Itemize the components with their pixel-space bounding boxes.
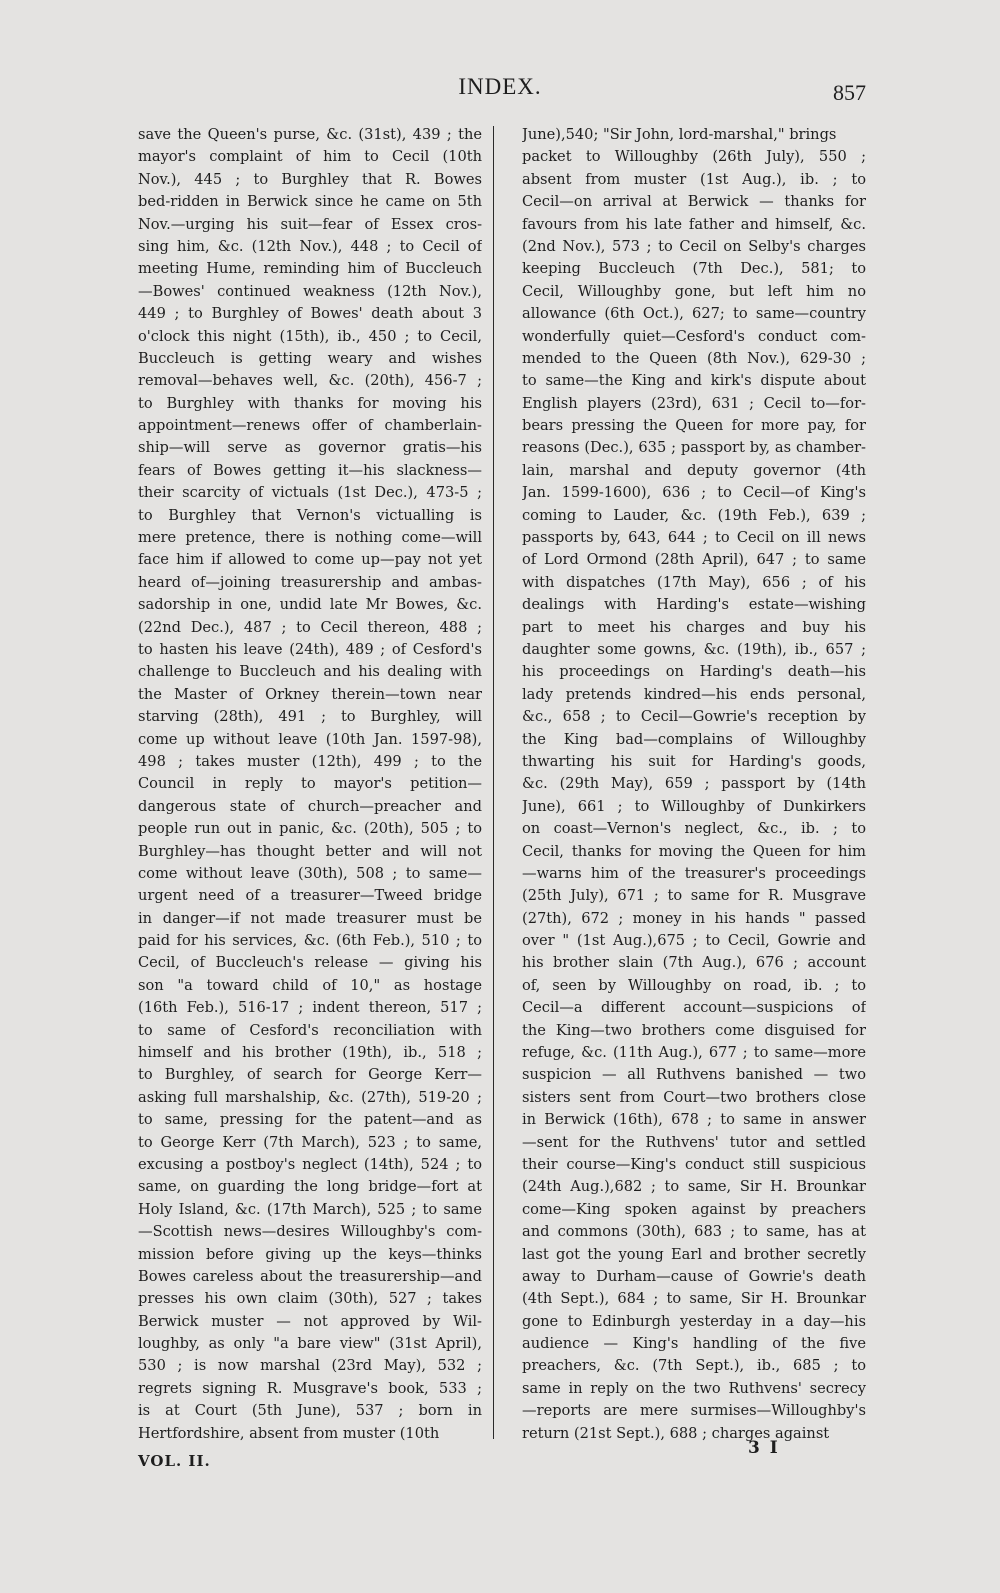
- index-line: removal—behaves well, &c. (20th), 456-7 ;: [138, 372, 482, 390]
- index-line: absent from muster (1st Aug.), ib. ; to: [522, 170, 866, 188]
- index-line: people run out in panic, &c. (20th), 505 ; to: [138, 820, 482, 838]
- index-line: (16th Feb.), 516-17 ; indent thereon, 517 ;: [138, 999, 482, 1017]
- index-line: 530 ; is now marshal (23rd May), 532 ;: [138, 1357, 482, 1375]
- index-line: Cecil, of Buccleuch's release — giving his: [138, 954, 482, 972]
- index-line: English players (23rd), 631 ; Cecil to—for-: [522, 394, 866, 412]
- index-line: 449 ; to Burghley of Bowes' death about 3: [138, 305, 482, 323]
- index-line: Nov.), 445 ; to Burghley that R. Bowes: [138, 170, 482, 188]
- index-line: of, seen by Willoughby on road, ib. ; to: [522, 976, 866, 994]
- index-line: dealings with Harding's estate—wishing: [522, 596, 866, 614]
- index-line: Cecil—a different account—suspicions of: [522, 999, 866, 1017]
- index-line: (24th Aug.),682 ; to same, Sir H. Brounkar: [522, 1178, 866, 1196]
- index-line: son "a toward child of 10," as hostage: [138, 976, 482, 994]
- index-line: last got the young Earl and brother secretly: [522, 1245, 866, 1263]
- index-line: —sent for the Ruthvens' tutor and settled: [522, 1133, 866, 1151]
- index-line: mayor's complaint of him to Cecil (10th: [138, 148, 482, 166]
- index-line: in Berwick (16th), 678 ; to same in answer: [522, 1111, 866, 1129]
- index-line: —Scottish news—desires Willoughby's com-: [138, 1223, 482, 1241]
- index-line: meeting Hume, reminding him of Buccleuch: [138, 260, 482, 278]
- index-line: come—King spoken against by preachers: [522, 1200, 866, 1218]
- index-line: to George Kerr (7th March), 523 ; to same,: [138, 1133, 482, 1151]
- index-line: —warns him of the treasurer's proceedings: [522, 864, 866, 882]
- index-line: come up without leave (10th Jan. 1597-98),: [138, 730, 482, 748]
- index-line: preachers, &c. (7th Sept.), ib., 685 ; to: [522, 1357, 866, 1375]
- index-line: regrets signing R. Musgrave's book, 533 ;: [138, 1379, 482, 1397]
- index-line: heard of—joining treasurership and ambas-: [138, 573, 482, 591]
- index-line: his proceedings on Harding's death—his: [522, 663, 866, 681]
- index-line: to same of Cesford's reconciliation with: [138, 1021, 482, 1039]
- index-line: his brother slain (7th Aug.), 676 ; account: [522, 954, 866, 972]
- index-line: refuge, &c. (11th Aug.), 677 ; to same—more: [522, 1044, 866, 1062]
- index-line: coming to Lauder, &c. (19th Feb.), 639 ;: [522, 506, 866, 524]
- index-line: passports by, 643, 644 ; to Cecil on ill news: [522, 529, 866, 547]
- index-line: with dispatches (17th May), 656 ; of his: [522, 573, 866, 591]
- index-line: —Bowes' continued weakness (12th Nov.),: [138, 282, 482, 300]
- index-line: suspicion — all Ruthvens banished — two: [522, 1066, 866, 1084]
- index-line: ship—will serve as governor gratis—his: [138, 439, 482, 457]
- index-line: gone to Edinburgh yesterday in a day—his: [522, 1312, 866, 1330]
- index-line: to same—the King and kirk's dispute about: [522, 372, 866, 390]
- index-line: asking full marshalship, &c. (27th), 519-20 ;: [138, 1088, 482, 1106]
- index-line: 498 ; takes muster (12th), 499 ; to the: [138, 752, 482, 770]
- index-line: Cecil, Willoughby gone, but left him no: [522, 282, 866, 300]
- index-line: loughby, as only "a bare view" (31st April),: [138, 1335, 482, 1353]
- index-line: reasons (Dec.), 635 ; passport by, as chamber-: [522, 439, 866, 457]
- index-line: allowance (6th Oct.), 627; to same—country: [522, 305, 866, 323]
- index-line: lain, marshal and deputy governor (4th: [522, 461, 866, 479]
- index-line: to hasten his leave (24th), 489 ; of Cesford's: [138, 640, 482, 658]
- index-line: the Master of Orkney therein—town near: [138, 685, 482, 703]
- index-line: their course—King's conduct still suspicious: [522, 1155, 866, 1173]
- index-line: fears of Bowes getting it—his slackness—: [138, 461, 482, 479]
- index-line: Nov.—urging his suit—fear of Essex cros-: [138, 215, 482, 233]
- index-line: &c., 658 ; to Cecil—Gowrie's reception by: [522, 708, 866, 726]
- index-line: mission before giving up the keys—thinks: [138, 1245, 482, 1263]
- index-line: Cecil—on arrival at Berwick — thanks for: [522, 193, 866, 211]
- index-line: June),540; "Sir John, lord-marshal," brings: [522, 126, 837, 143]
- index-line: Jan. 1599-1600), 636 ; to Cecil—of King's: [522, 484, 866, 502]
- index-line: wonderfully quiet—Cesford's conduct com-: [522, 327, 866, 345]
- index-line: Council in reply to mayor's petition—: [138, 775, 482, 793]
- index-line: sadorship in one, undid late Mr Bowes, &c.: [138, 596, 482, 614]
- right-column: [522, 124, 866, 1445]
- index-line: challenge to Buccleuch and his dealing with: [138, 663, 482, 681]
- index-line: Bowes careless about the treasurership—and: [138, 1267, 482, 1285]
- page-title: INDEX.: [458, 74, 542, 99]
- index-line: bears pressing the Queen for more pay, for: [522, 417, 866, 435]
- index-line: same in reply on the two Ruthvens' secrecy: [522, 1379, 866, 1397]
- index-line: Burghley—has thought better and will not: [138, 842, 482, 860]
- index-line: is at Court (5th June), 537 ; born in: [138, 1402, 482, 1420]
- column-divider: [493, 126, 494, 1439]
- index-line: lady pretends kindred—his ends personal,: [522, 685, 866, 703]
- index-line: (2nd Nov.), 573 ; to Cecil on Selby's charges: [522, 237, 866, 255]
- index-line: their scarcity of victuals (1st Dec.), 473-5 ;: [138, 484, 482, 502]
- index-line: appointment—renews offer of chamberlain-: [138, 417, 482, 435]
- index-line: (4th Sept.), 684 ; to same, Sir H. Brounkar: [522, 1290, 866, 1308]
- index-line: and commons (30th), 683 ; to same, has at: [522, 1223, 866, 1241]
- index-line: part to meet his charges and buy his: [522, 618, 866, 636]
- index-line: paid for his services, &c. (6th Feb.), 510 ; to: [138, 932, 482, 950]
- index-line: starving (28th), 491 ; to Burghley, will: [138, 708, 482, 726]
- index-line: to same, pressing for the patent—and as: [138, 1111, 482, 1129]
- index-line: face him if allowed to come up—pay not yet: [138, 551, 482, 569]
- index-line: (22nd Dec.), 487 ; to Cecil thereon, 488 ;: [138, 618, 482, 636]
- index-line: same, on guarding the long bridge—fort at: [138, 1178, 482, 1196]
- index-line: to Burghley that Vernon's victualling is: [138, 506, 482, 524]
- left-column: [138, 124, 482, 1445]
- index-line: to Burghley, of search for George Kerr—: [138, 1066, 482, 1084]
- index-line: Cecil, thanks for moving the Queen for him: [522, 842, 866, 860]
- index-line: thwarting his suit for Harding's goods,: [522, 752, 866, 770]
- volume-mark: VOL. II.: [138, 1452, 211, 1470]
- signature-mark: 3 I: [748, 1438, 780, 1458]
- index-line: excusing a postboy's neglect (14th), 524 ; to: [138, 1155, 482, 1173]
- index-line: return (21st Sept.), 688 ; charges against: [522, 1424, 830, 1442]
- index-line: on coast—Vernon's neglect, &c., ib. ; to: [522, 820, 866, 838]
- index-line: bed-ridden in Berwick since he came on 5th: [138, 193, 482, 211]
- index-line: sisters sent from Court—two brothers close: [522, 1088, 866, 1106]
- index-line: mended to the Queen (8th Nov.), 629-30 ;: [522, 349, 866, 367]
- index-line: o'clock this night (15th), ib., 450 ; to Cecil,: [138, 327, 482, 345]
- index-line: Holy Island, &c. (17th March), 525 ; to same: [138, 1200, 482, 1218]
- index-line: dangerous state of church—preacher and: [138, 797, 482, 815]
- index-line: over " (1st Aug.),675 ; to Cecil, Gowrie and: [522, 932, 866, 950]
- index-line: mere pretence, there is nothing come—will: [138, 529, 482, 547]
- index-line: presses his own claim (30th), 527 ; takes: [138, 1290, 482, 1308]
- index-line: (25th July), 671 ; to same for R. Musgrave: [522, 887, 866, 905]
- index-line: come without leave (30th), 508 ; to same—: [138, 864, 482, 882]
- index-line: favours from his late father and himself, &c.: [522, 215, 866, 233]
- index-line: Buccleuch is getting weary and wishes: [138, 349, 482, 367]
- index-line: —reports are mere surmises—Willoughby's: [522, 1402, 866, 1420]
- index-line: packet to Willoughby (26th July), 550 ;: [522, 148, 866, 166]
- index-line: Hertfordshire, absent from muster (10th: [138, 1424, 440, 1442]
- index-line: audience — King's handling of the five: [522, 1335, 866, 1353]
- index-line: daughter some gowns, &c. (19th), ib., 657 ;: [522, 640, 866, 658]
- index-line: himself and his brother (19th), ib., 518 ;: [138, 1044, 482, 1062]
- index-line: in danger—if not made treasurer must be: [138, 909, 482, 927]
- index-line: save the Queen's purse, &c. (31st), 439 ; the: [138, 126, 482, 143]
- index-line: (27th), 672 ; money in his hands " passed: [522, 909, 866, 927]
- index-line: &c. (29th May), 659 ; passport by (14th: [522, 775, 866, 793]
- index-line: of Lord Ormond (28th April), 647 ; to same: [522, 551, 866, 569]
- index-line: keeping Buccleuch (7th Dec.), 581; to: [522, 260, 866, 278]
- index-line: the King bad—complains of Willoughby: [522, 730, 866, 748]
- index-line: urgent need of a treasurer—Tweed bridge: [138, 887, 482, 905]
- index-line: sing him, &c. (12th Nov.), 448 ; to Cecil of: [138, 237, 482, 255]
- index-line: to Burghley with thanks for moving his: [138, 394, 482, 412]
- index-line: away to Durham—cause of Gowrie's death: [522, 1267, 866, 1285]
- index-line: June), 661 ; to Willoughby of Dunkirkers: [522, 797, 866, 815]
- page-number: 857: [833, 80, 866, 105]
- index-line: Berwick muster — not approved by Wil-: [138, 1312, 482, 1330]
- index-line: the King—two brothers come disguised for: [522, 1021, 866, 1039]
